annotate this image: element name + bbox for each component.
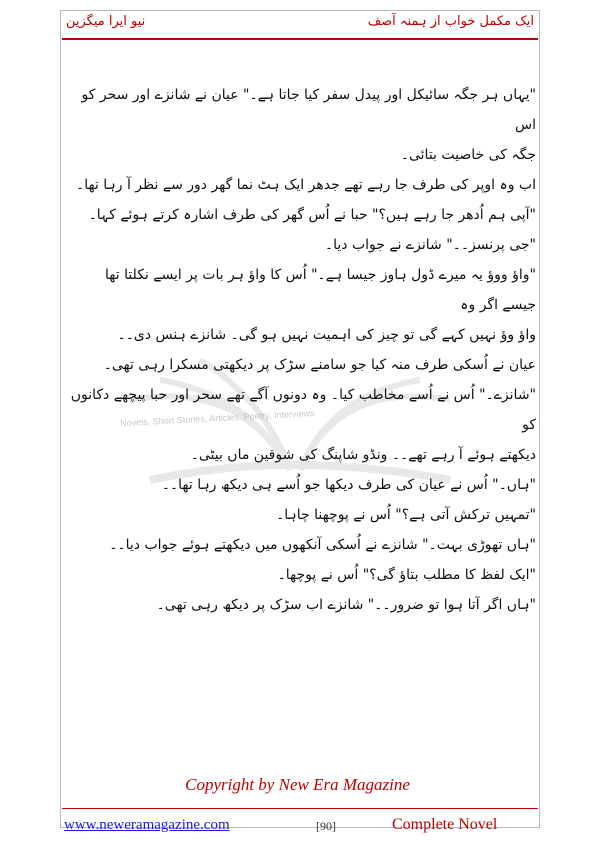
header-magazine-name: نیو ایرا میگزین — [66, 14, 146, 29]
paragraph — [70, 230, 536, 260]
paragraph — [70, 170, 536, 200]
text-line: "جی پرنسز۔۔" شانزے نے جواب دیا۔ — [324, 237, 536, 253]
paragraph — [70, 530, 536, 560]
text-line: "تمہیں ترکش آتی ہے؟" اُس نے پوچھنا چاہا۔ — [276, 507, 536, 523]
page-number: [90] — [316, 819, 336, 833]
paragraph — [70, 380, 536, 470]
footer-divider — [62, 808, 538, 809]
watermark-tagline: Novels, Short Stories, Articles, Poetry, Interviews — [120, 408, 315, 429]
text-line: "ہاں۔" اُس نے عیان کی طرف دیکھا جو اُسے ہی دیکھ رہا تھا۔۔ — [161, 477, 536, 493]
text-line: "ہاں تھوڑی بہت۔" شانزے نے اُسکی آنکھوں میں دیکھتے ہوئے جواب دیا۔۔ — [109, 537, 536, 553]
text-line: دیکھتے ہوئے آ رہے تھے۔۔ ونڈو شاپنگ کی شوقین ماں بیٹی۔ — [190, 447, 536, 463]
text-line: "شانزے۔" اُس نے اُسے مخاطب کیا۔ وہ دونوں آگے تھے سحر اور حبا پیچھے دکانوں کو — [70, 387, 536, 433]
text-line: "واؤ ووؤ یہ میرے ڈول ہاوز جیسا ہے۔" اُس کا واؤ ہر بات پر ایسے نکلتا تھا جیسے اگر وہ — [105, 267, 536, 313]
paragraph — [70, 260, 536, 350]
paragraph — [70, 500, 536, 530]
website-link[interactable]: www.neweramagazine.com — [64, 817, 230, 833]
text-line: اب وہ اوپر کی طرف جا رہے تھے جدھر ایک ہٹ نما گھر دور سے نظر آ رہا تھا۔ — [76, 177, 536, 193]
header-divider — [62, 38, 538, 40]
paragraph — [70, 200, 536, 230]
novel-text — [70, 80, 536, 620]
paragraph — [70, 470, 536, 500]
text-line: "آپی ہم اُدھر جا رہے ہیں؟" حبا نے اُس گھر کی طرف اشارہ کرتے ہوئے کہا۔ — [88, 207, 536, 223]
copyright-line: Copyright by New Era Magazine — [185, 775, 410, 794]
text-line: واؤ وؤ نہیں کہے گی تو چیز کی اہمیت نہیں ہو گی۔ شانزے ہنس دی۔۔ — [117, 327, 536, 343]
paragraph — [70, 560, 536, 590]
paragraph — [70, 80, 536, 170]
text-line: "یہاں ہر جگہ سائیکل اور پیدل سفر کیا جاتا ہے۔" عیان نے شانزے اور سحر کو اس — [81, 87, 536, 133]
text-line: عیان نے اُسکی طرف منہ کیا جو سامنے سڑک پر دیکھتی مسکرا رہی تھی۔ — [103, 357, 536, 373]
text-line: "ایک لفظ کا مطلب بتاؤ گی؟" اُس نے پوچھا۔ — [277, 567, 536, 583]
text-line: جگہ کی خاصیت بتائی۔ — [400, 147, 536, 163]
page-header — [62, 12, 538, 38]
header-title: ایک مکمل خواب از ہمنہ آصف — [367, 14, 534, 29]
paragraph — [70, 590, 536, 620]
paragraph — [70, 350, 536, 380]
text-line: "ہاں اگر آتا ہوا تو ضرور۔۔" شانزے اب سڑک پر دیکھ رہی تھی۔ — [156, 597, 536, 613]
footer-label: Complete Novel — [392, 816, 498, 833]
